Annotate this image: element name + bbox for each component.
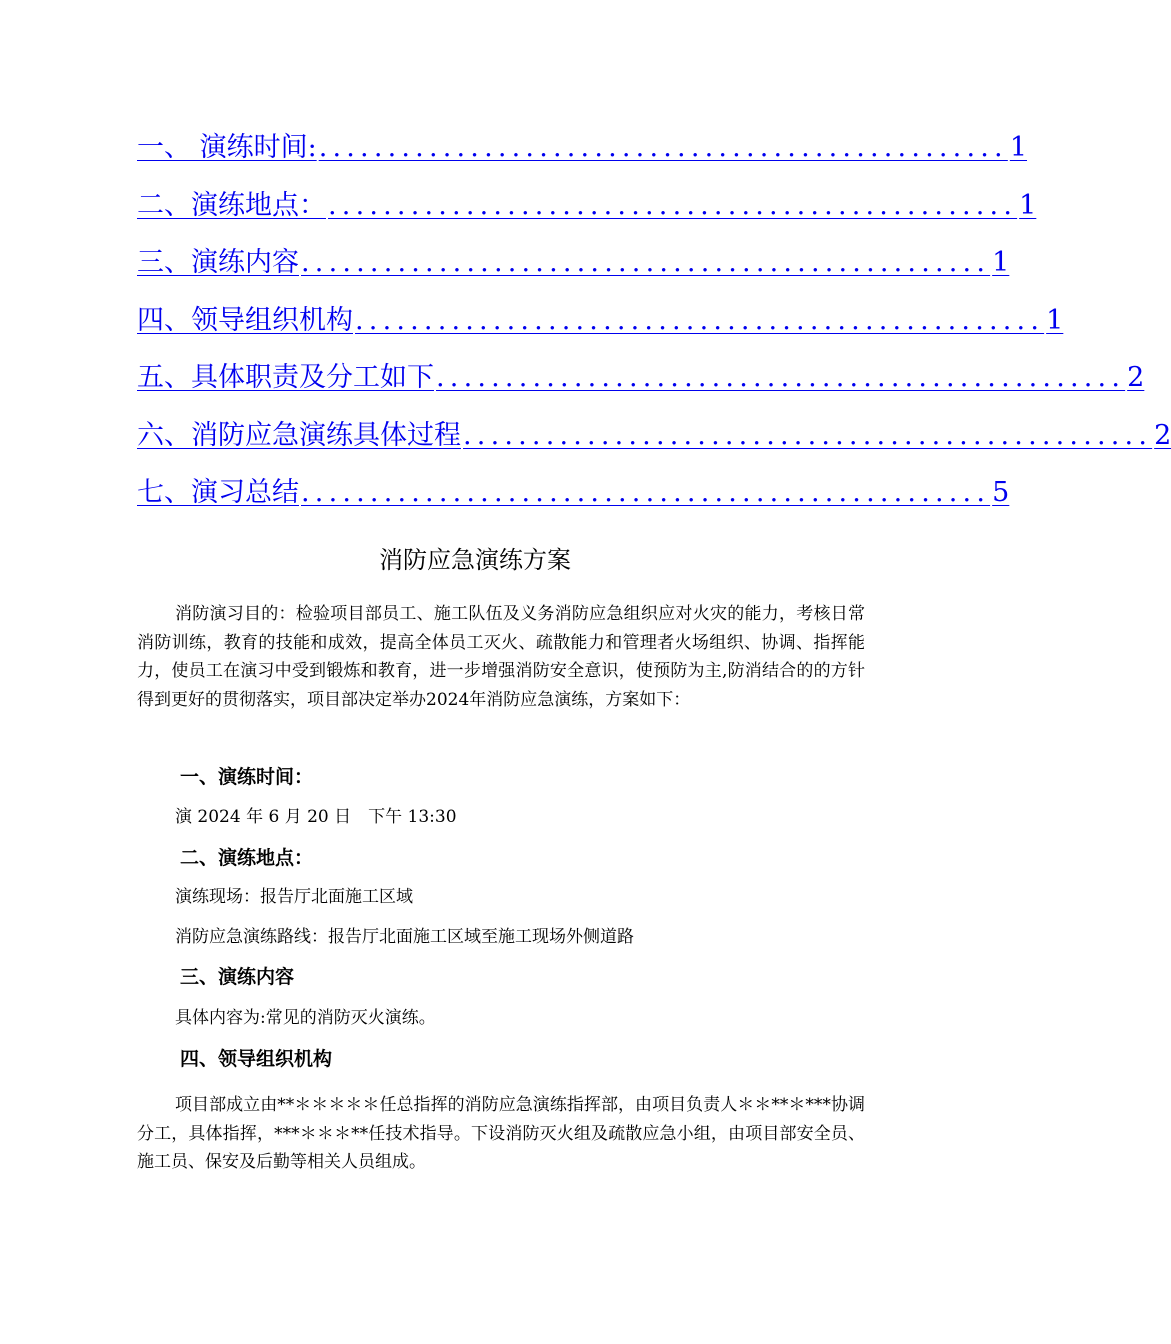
toc-link-place[interactable] — [137, 166, 1037, 224]
toc-leader: .................................................. — [318, 132, 1008, 163]
toc-link-process[interactable] — [137, 396, 1171, 454]
toc-leader: .................................................. — [301, 477, 991, 508]
section-heading-organization: 四、领导组织机构 — [180, 1048, 333, 1070]
toc-label: 四、领导组织机构 — [137, 304, 353, 336]
toc-label: 六、消防应急演练具体过程 — [137, 419, 461, 451]
toc-page-number: 1 — [1009, 132, 1028, 163]
toc-page-number: 1 — [992, 247, 1010, 278]
toc-page-number: 2 — [1154, 419, 1171, 451]
document-title: 消防应急演练方案 — [379, 546, 571, 574]
toc-label: 七、演习总结 — [137, 477, 299, 508]
toc-leader: .................................................. — [463, 419, 1153, 451]
toc-link-organization[interactable] — [137, 281, 1064, 339]
toc-page-number: 5 — [992, 477, 1010, 508]
time-text: 演 2024 年 6 月 20 日 下午 13:30 — [175, 807, 457, 827]
place-route-text: 消防应急演练路线：报告厅北面施工区域至施工现场外侧道路 — [175, 927, 634, 947]
toc-link-summary[interactable] — [137, 454, 1010, 512]
section-heading-content: 三、演练内容 — [180, 966, 295, 988]
place-site-text: 演练现场：报告厅北面施工区域 — [175, 887, 413, 907]
toc-page-number: 2 — [1127, 362, 1145, 393]
toc-label: 三、演练内容 — [137, 247, 299, 278]
toc-link-duties[interactable] — [137, 339, 1145, 397]
toc-label: 二、演练地点： — [137, 189, 326, 221]
toc-link-content[interactable] — [137, 224, 1010, 282]
toc-link-time[interactable] — [137, 130, 1028, 166]
content-text: 具体内容为:常见的消防灭火演练。 — [175, 1008, 436, 1028]
toc-leader: .................................................. — [301, 247, 991, 278]
toc-leader: .................................................. — [328, 189, 1018, 221]
section-heading-place: 二、演练地点： — [180, 847, 314, 869]
organization-paragraph: 项目部成立由**＊＊＊＊＊任总指挥的消防应急演练指挥部，由项目负责人＊＊**＊***协调分工，具体指挥，***＊＊＊**任技术指导。下设消防灭火组及疏散应急小组，由项目部安全员、施工员、保安及后勤等相关人员组成。 — [137, 1095, 865, 1172]
table-of-contents — [137, 130, 1171, 511]
toc-leader: .................................................. — [355, 304, 1045, 336]
intro-paragraph: 消防演习目的：检验项目部员工、施工队伍及义务消防应急组织应对火灾的能力，考核日常消防训练，教育的技能和成效，提高全体员工灭火、疏散能力和管理者火场组织、协调、指挥能力，使员工在演习中受到锻炼和教育，进一步增强消防安全意识，使预防为主,防消结合的的方针得到更好的贯彻落实，项目部决定举办2024年消防应急演练，方案如下： — [137, 604, 865, 710]
toc-label: 五、具体职责及分工如下 — [137, 362, 434, 393]
toc-page-number: 1 — [1046, 304, 1064, 336]
toc-label: 一、 演练时间: — [137, 132, 317, 163]
section-heading-time: 一、演练时间： — [180, 766, 314, 788]
toc-page-number: 1 — [1019, 189, 1037, 221]
toc-leader: .................................................. — [436, 362, 1126, 393]
